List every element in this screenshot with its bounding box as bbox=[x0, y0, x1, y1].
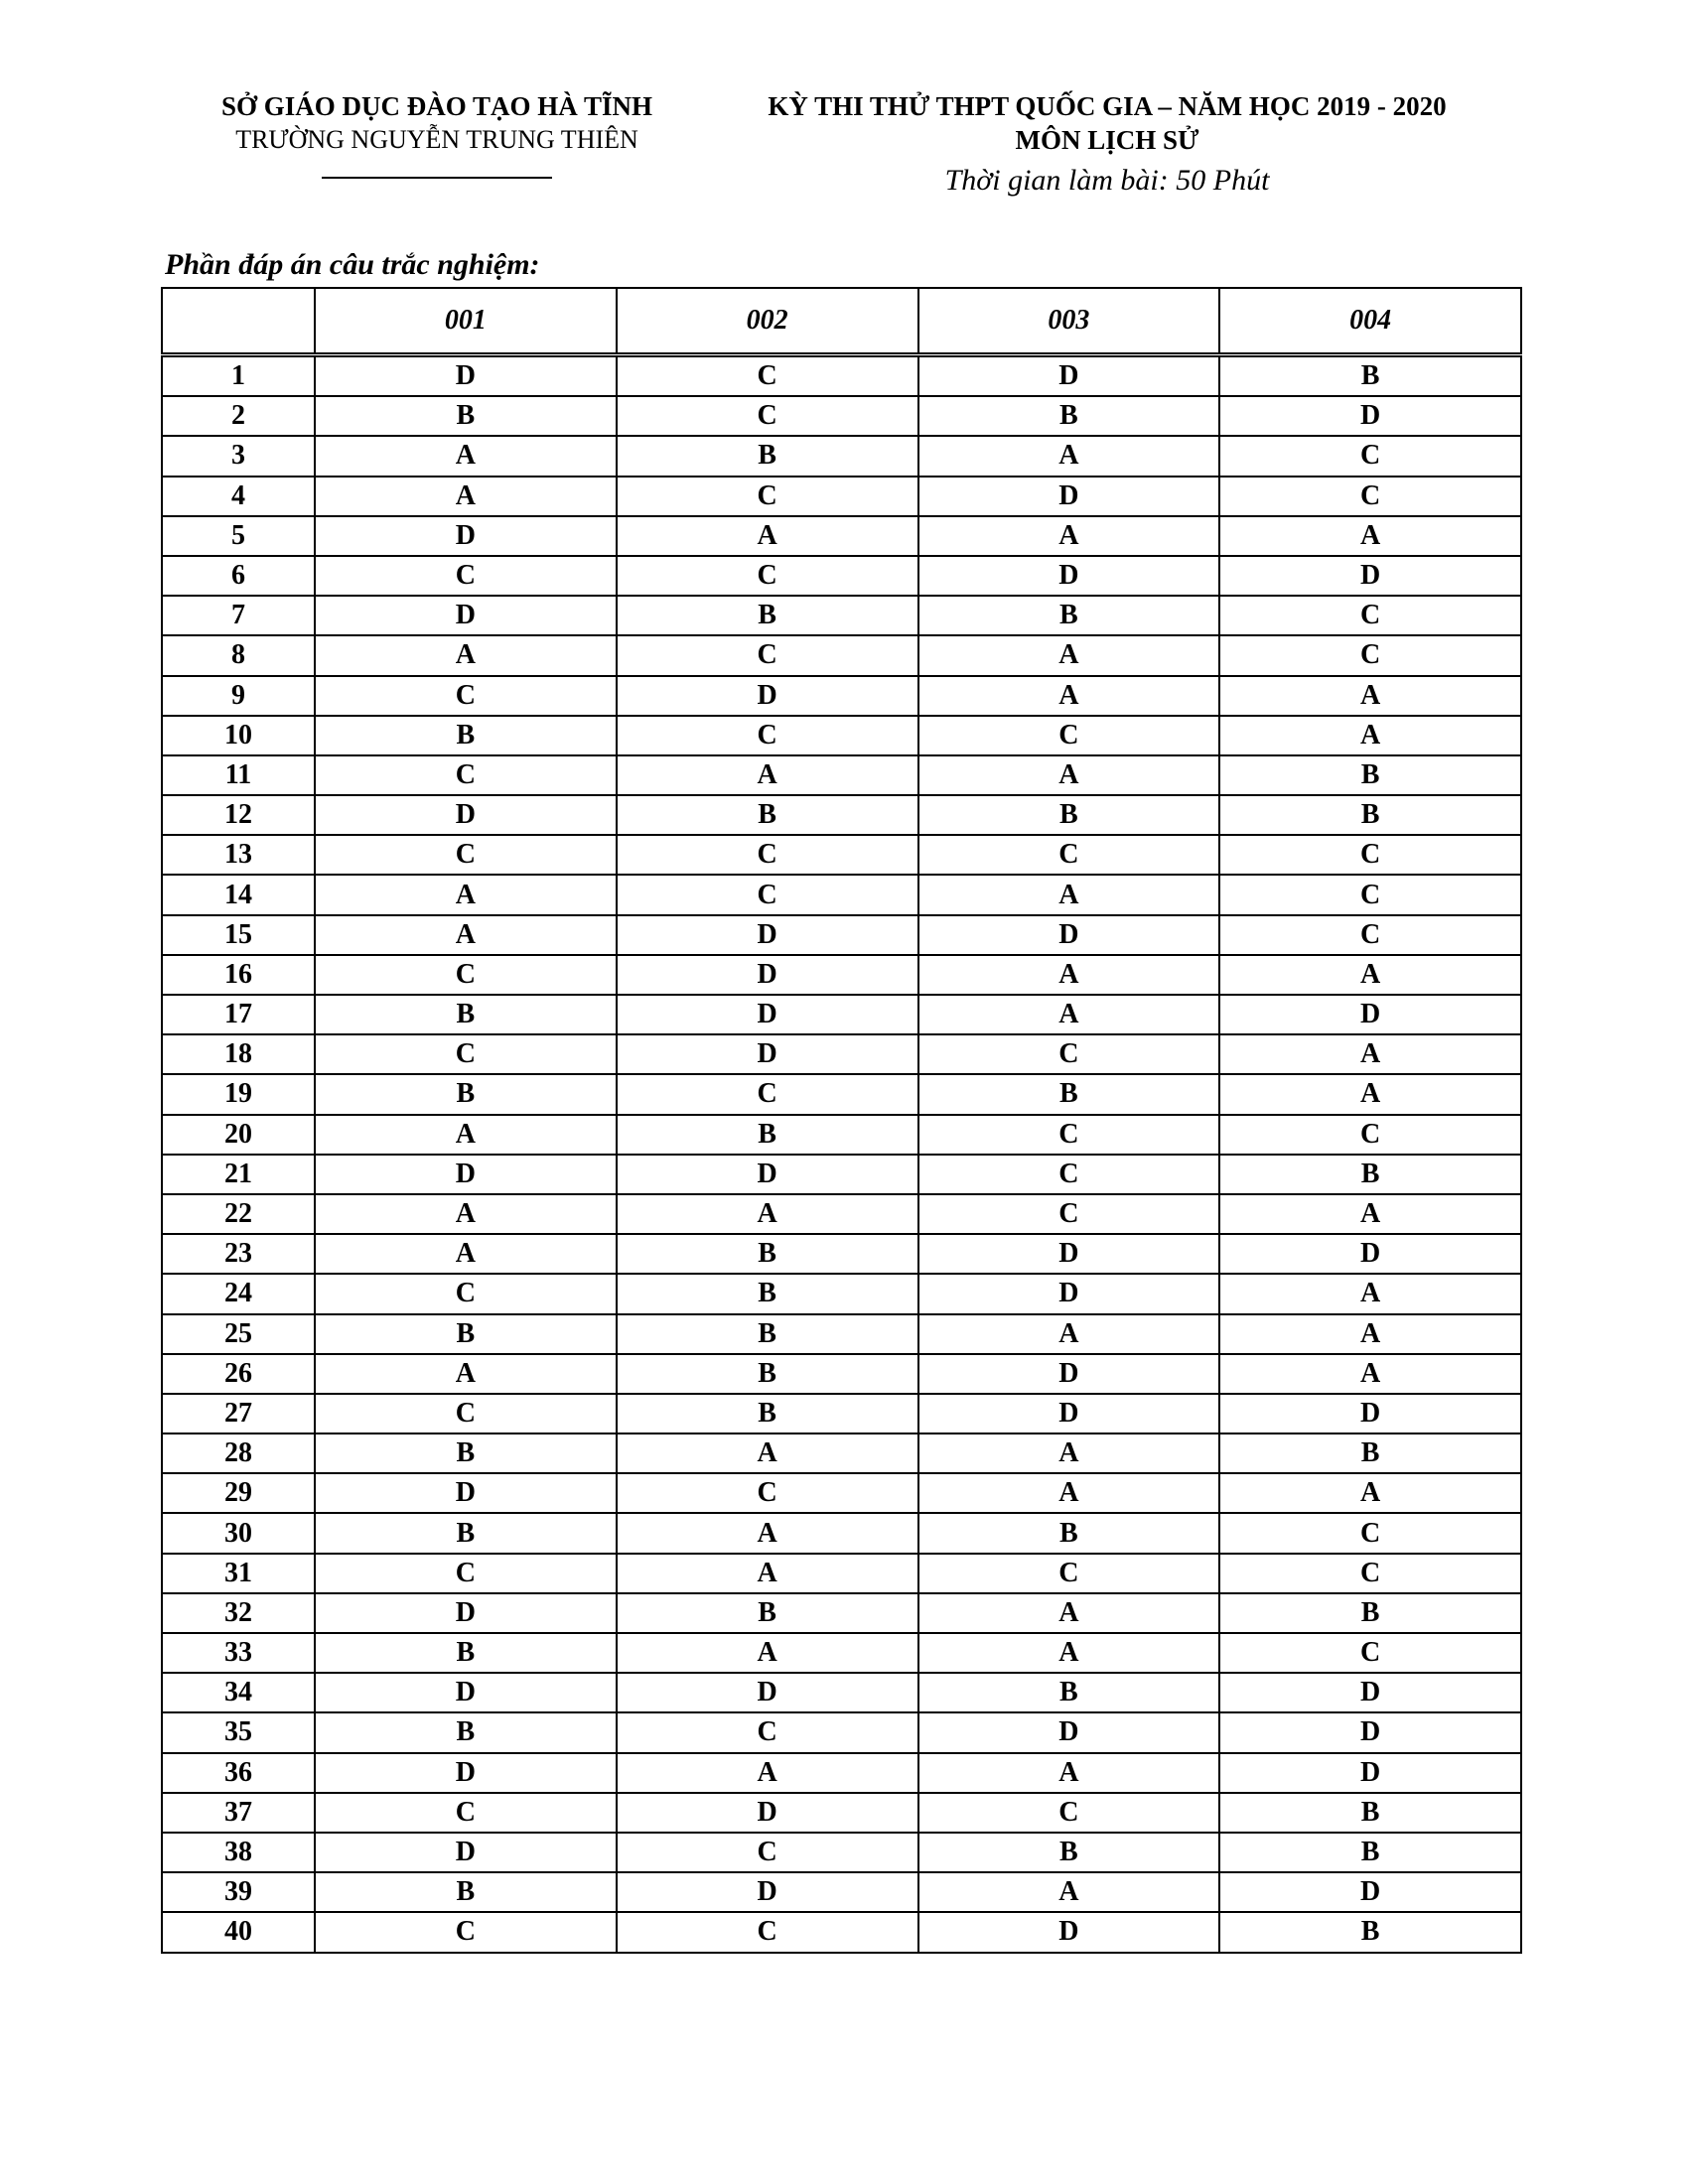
answer-cell: A bbox=[617, 1433, 918, 1473]
answer-cell: A bbox=[315, 1115, 617, 1155]
answer-cell: C bbox=[1219, 635, 1521, 675]
answer-cell: B bbox=[1219, 1155, 1521, 1194]
answer-cell: C bbox=[315, 755, 617, 795]
answer-cell: B bbox=[1219, 755, 1521, 795]
subject-title: MÔN LỊCH SỬ bbox=[1015, 125, 1199, 155]
answer-cell: D bbox=[617, 995, 918, 1034]
answer-cell: B bbox=[1219, 1433, 1521, 1473]
answer-cell: C bbox=[617, 1074, 918, 1114]
answer-cell: A bbox=[1219, 1354, 1521, 1394]
answer-cell: A bbox=[918, 1633, 1220, 1673]
answer-cell: C bbox=[1219, 1513, 1521, 1553]
answer-cell: A bbox=[1219, 955, 1521, 995]
question-number: 37 bbox=[162, 1793, 315, 1833]
answer-cell: D bbox=[918, 1274, 1220, 1313]
answer-cell: D bbox=[617, 1673, 918, 1712]
answer-cell: C bbox=[918, 1034, 1220, 1074]
answer-cell: B bbox=[617, 1394, 918, 1433]
table-row bbox=[162, 1314, 1521, 1354]
answer-cell: D bbox=[617, 915, 918, 955]
answer-cell: D bbox=[1219, 995, 1521, 1034]
question-number: 40 bbox=[162, 1912, 315, 1952]
answer-cell: B bbox=[617, 1593, 918, 1633]
answer-cell: D bbox=[315, 1833, 617, 1872]
answer-cell: A bbox=[1219, 716, 1521, 755]
question-number: 21 bbox=[162, 1155, 315, 1194]
question-number: 19 bbox=[162, 1074, 315, 1114]
table-row bbox=[162, 1793, 1521, 1833]
answer-cell: B bbox=[315, 1872, 617, 1912]
answer-cell: A bbox=[315, 915, 617, 955]
answer-cell: C bbox=[1219, 477, 1521, 516]
answer-cell: C bbox=[617, 355, 918, 397]
answer-cell: B bbox=[617, 795, 918, 835]
answer-cell: B bbox=[617, 1274, 918, 1313]
answer-cell: D bbox=[617, 1155, 918, 1194]
question-number: 22 bbox=[162, 1194, 315, 1234]
question-number: 2 bbox=[162, 396, 315, 436]
table-row bbox=[162, 1633, 1521, 1673]
table-row bbox=[162, 1074, 1521, 1114]
table-row bbox=[162, 1513, 1521, 1553]
answer-cell: D bbox=[315, 1593, 617, 1633]
answer-cell: C bbox=[617, 875, 918, 914]
answer-cell: B bbox=[918, 795, 1220, 835]
answer-cell: A bbox=[1219, 1034, 1521, 1074]
answer-cell: A bbox=[315, 875, 617, 914]
answer-cell: A bbox=[1219, 1473, 1521, 1513]
answer-cell: D bbox=[1219, 1753, 1521, 1793]
answer-cell: C bbox=[617, 635, 918, 675]
answer-cell: D bbox=[315, 516, 617, 556]
answer-cell: A bbox=[617, 1753, 918, 1793]
answer-cell: B bbox=[1219, 1793, 1521, 1833]
answer-cell: C bbox=[1219, 596, 1521, 635]
exam-code-header: 001 bbox=[315, 288, 617, 355]
answer-cell: C bbox=[315, 1034, 617, 1074]
answer-cell: B bbox=[918, 1513, 1220, 1553]
answer-cell: B bbox=[1219, 355, 1521, 397]
exam-title: KỲ THI THỬ THPT QUỐC GIA – NĂM HỌC 2019 - 2020 bbox=[768, 91, 1447, 121]
answer-cell: D bbox=[918, 477, 1220, 516]
answer-cell: D bbox=[1219, 1673, 1521, 1712]
table-row bbox=[162, 477, 1521, 516]
table-row bbox=[162, 1194, 1521, 1234]
answer-cell: C bbox=[1219, 436, 1521, 476]
answer-cell: A bbox=[918, 635, 1220, 675]
answer-cell: D bbox=[315, 596, 617, 635]
answer-cell: B bbox=[918, 1833, 1220, 1872]
answer-cell: C bbox=[918, 835, 1220, 875]
exam-code-header: 004 bbox=[1219, 288, 1521, 355]
answer-cell: B bbox=[617, 1314, 918, 1354]
table-row bbox=[162, 1354, 1521, 1394]
answer-cell: A bbox=[918, 1593, 1220, 1633]
answer-cell: A bbox=[315, 635, 617, 675]
table-row bbox=[162, 1155, 1521, 1194]
table-row bbox=[162, 1115, 1521, 1155]
table-row bbox=[162, 436, 1521, 476]
answer-cell: C bbox=[918, 1155, 1220, 1194]
answer-cell: A bbox=[918, 1314, 1220, 1354]
question-number: 18 bbox=[162, 1034, 315, 1074]
table-row bbox=[162, 1274, 1521, 1313]
answer-cell: D bbox=[315, 355, 617, 397]
answer-cell: B bbox=[315, 1314, 617, 1354]
answer-cell: C bbox=[1219, 1633, 1521, 1673]
question-number: 1 bbox=[162, 355, 315, 397]
question-number: 31 bbox=[162, 1554, 315, 1593]
answer-cell: B bbox=[315, 1513, 617, 1553]
answer-cell: D bbox=[315, 1753, 617, 1793]
answer-cell: C bbox=[918, 716, 1220, 755]
answer-cell: A bbox=[617, 1633, 918, 1673]
answer-cell: D bbox=[315, 1155, 617, 1194]
answer-cell: C bbox=[617, 835, 918, 875]
answer-cell: D bbox=[315, 1473, 617, 1513]
table-row bbox=[162, 516, 1521, 556]
answer-cell: D bbox=[617, 1872, 918, 1912]
answer-cell: C bbox=[315, 835, 617, 875]
answer-cell: A bbox=[918, 1872, 1220, 1912]
table-header-row bbox=[162, 288, 1521, 355]
answer-cell: C bbox=[1219, 875, 1521, 914]
question-number: 29 bbox=[162, 1473, 315, 1513]
answer-cell: D bbox=[617, 955, 918, 995]
question-number: 35 bbox=[162, 1712, 315, 1752]
answer-cell: D bbox=[617, 1793, 918, 1833]
answer-cell: C bbox=[617, 1833, 918, 1872]
answer-cell: D bbox=[1219, 1712, 1521, 1752]
table-row bbox=[162, 1912, 1521, 1952]
question-number: 4 bbox=[162, 477, 315, 516]
answer-cell: A bbox=[918, 755, 1220, 795]
table-row bbox=[162, 835, 1521, 875]
answer-cell: D bbox=[1219, 1394, 1521, 1433]
answer-cell: C bbox=[315, 1912, 617, 1952]
answer-cell: C bbox=[315, 1394, 617, 1433]
question-number: 20 bbox=[162, 1115, 315, 1155]
question-number: 38 bbox=[162, 1833, 315, 1872]
section-title: Phần đáp án câu trắc nghiệm: bbox=[165, 248, 540, 281]
question-number: 10 bbox=[162, 716, 315, 755]
answer-cell: B bbox=[1219, 1833, 1521, 1872]
answer-cell: A bbox=[918, 995, 1220, 1034]
table-row bbox=[162, 396, 1521, 436]
answer-cell: A bbox=[617, 1554, 918, 1593]
question-number: 16 bbox=[162, 955, 315, 995]
answer-cell: C bbox=[617, 477, 918, 516]
answer-cell: C bbox=[315, 1554, 617, 1593]
answer-cell: A bbox=[315, 1234, 617, 1274]
answer-cell: B bbox=[617, 436, 918, 476]
answer-cell: D bbox=[617, 1034, 918, 1074]
answer-rows bbox=[162, 355, 1521, 1953]
table-row bbox=[162, 1753, 1521, 1793]
table-row bbox=[162, 1712, 1521, 1752]
answer-cell: C bbox=[315, 1793, 617, 1833]
table-row bbox=[162, 635, 1521, 675]
answer-cell: C bbox=[315, 676, 617, 716]
answer-cell: D bbox=[918, 1354, 1220, 1394]
question-number: 12 bbox=[162, 795, 315, 835]
answer-cell: D bbox=[1219, 1872, 1521, 1912]
question-number: 39 bbox=[162, 1872, 315, 1912]
answer-cell: C bbox=[617, 1712, 918, 1752]
answer-cell: A bbox=[918, 875, 1220, 914]
question-number: 34 bbox=[162, 1673, 315, 1712]
exam-code-header: 003 bbox=[918, 288, 1220, 355]
answer-cell: A bbox=[918, 516, 1220, 556]
exam-code-header: 002 bbox=[617, 288, 918, 355]
question-number: 36 bbox=[162, 1753, 315, 1793]
question-number: 11 bbox=[162, 755, 315, 795]
table-row bbox=[162, 676, 1521, 716]
answer-cell: B bbox=[315, 396, 617, 436]
answer-cell: A bbox=[315, 1194, 617, 1234]
department-name: SỞ GIÁO DỤC ĐÀO TẠO HÀ TĨNH bbox=[220, 91, 653, 121]
answer-cell: A bbox=[918, 436, 1220, 476]
question-number: 15 bbox=[162, 915, 315, 955]
table-row bbox=[162, 1473, 1521, 1513]
question-number: 24 bbox=[162, 1274, 315, 1313]
answer-cell: A bbox=[315, 1354, 617, 1394]
table-row bbox=[162, 915, 1521, 955]
table-row bbox=[162, 1593, 1521, 1633]
answer-cell: D bbox=[1219, 1234, 1521, 1274]
answer-cell: A bbox=[1219, 1274, 1521, 1313]
answer-cell: D bbox=[918, 1234, 1220, 1274]
answer-cell: A bbox=[918, 1433, 1220, 1473]
answer-cell: A bbox=[617, 755, 918, 795]
answer-cell: D bbox=[918, 915, 1220, 955]
answer-cell: D bbox=[918, 355, 1220, 397]
answer-cell: B bbox=[1219, 1593, 1521, 1633]
question-number: 13 bbox=[162, 835, 315, 875]
question-number: 5 bbox=[162, 516, 315, 556]
question-number: 23 bbox=[162, 1234, 315, 1274]
answer-cell: C bbox=[918, 1793, 1220, 1833]
answer-cell: B bbox=[315, 1433, 617, 1473]
answer-cell: A bbox=[918, 676, 1220, 716]
question-number: 17 bbox=[162, 995, 315, 1034]
question-number: 7 bbox=[162, 596, 315, 635]
question-number: 30 bbox=[162, 1513, 315, 1553]
answer-cell: C bbox=[315, 1274, 617, 1313]
answer-cell: A bbox=[1219, 1314, 1521, 1354]
answer-cell: B bbox=[918, 396, 1220, 436]
question-number: 3 bbox=[162, 436, 315, 476]
answer-cell: C bbox=[315, 955, 617, 995]
answer-key-table bbox=[161, 287, 1522, 1954]
answer-cell: A bbox=[315, 477, 617, 516]
answer-cell: A bbox=[1219, 516, 1521, 556]
answer-cell: B bbox=[918, 1673, 1220, 1712]
answer-cell: D bbox=[918, 1912, 1220, 1952]
answer-cell: B bbox=[315, 1074, 617, 1114]
table-row bbox=[162, 1394, 1521, 1433]
answer-cell: D bbox=[617, 676, 918, 716]
answer-cell: C bbox=[1219, 835, 1521, 875]
table-row bbox=[162, 1234, 1521, 1274]
table-row bbox=[162, 755, 1521, 795]
answer-cell: C bbox=[918, 1194, 1220, 1234]
question-number: 14 bbox=[162, 875, 315, 914]
answer-cell: A bbox=[918, 955, 1220, 995]
answer-cell: A bbox=[617, 1513, 918, 1553]
answer-cell: D bbox=[918, 1394, 1220, 1433]
exam-duration: Thời gian làm bài: 50 Phút bbox=[944, 164, 1270, 197]
answer-cell: B bbox=[617, 1115, 918, 1155]
table-row bbox=[162, 1034, 1521, 1074]
table-row bbox=[162, 556, 1521, 596]
answer-cell: C bbox=[617, 1473, 918, 1513]
table-row bbox=[162, 1872, 1521, 1912]
answer-cell: B bbox=[918, 1074, 1220, 1114]
answer-cell: A bbox=[315, 436, 617, 476]
answer-cell: C bbox=[617, 716, 918, 755]
answer-cell: B bbox=[617, 596, 918, 635]
table-row bbox=[162, 795, 1521, 835]
answer-cell: C bbox=[617, 1912, 918, 1952]
answer-cell: B bbox=[918, 596, 1220, 635]
answer-cell: B bbox=[617, 1234, 918, 1274]
table-row bbox=[162, 1673, 1521, 1712]
header-left bbox=[159, 89, 715, 179]
question-number: 25 bbox=[162, 1314, 315, 1354]
answer-cell: D bbox=[918, 556, 1220, 596]
answer-cell: B bbox=[315, 1633, 617, 1673]
question-number: 9 bbox=[162, 676, 315, 716]
answer-cell: B bbox=[315, 1712, 617, 1752]
question-number: 6 bbox=[162, 556, 315, 596]
answer-cell: B bbox=[1219, 1912, 1521, 1952]
answer-cell: A bbox=[918, 1473, 1220, 1513]
answer-cell: C bbox=[1219, 1554, 1521, 1593]
answer-cell: D bbox=[315, 1673, 617, 1712]
question-number: 26 bbox=[162, 1354, 315, 1394]
answer-cell: D bbox=[315, 795, 617, 835]
answer-cell: B bbox=[315, 995, 617, 1034]
table-row bbox=[162, 1433, 1521, 1473]
question-number: 28 bbox=[162, 1433, 315, 1473]
question-number: 8 bbox=[162, 635, 315, 675]
answer-cell: A bbox=[1219, 1194, 1521, 1234]
answer-cell: A bbox=[617, 1194, 918, 1234]
question-number: 32 bbox=[162, 1593, 315, 1633]
answer-cell: C bbox=[918, 1554, 1220, 1593]
answer-cell: A bbox=[918, 1753, 1220, 1793]
answer-cell: A bbox=[1219, 676, 1521, 716]
answer-cell: C bbox=[1219, 915, 1521, 955]
question-number: 33 bbox=[162, 1633, 315, 1673]
school-name: TRƯỜNG NGUYỄN TRUNG THIÊN bbox=[235, 125, 638, 154]
answer-cell: C bbox=[918, 1115, 1220, 1155]
table-row bbox=[162, 596, 1521, 635]
answer-cell: D bbox=[918, 1712, 1220, 1752]
table-row bbox=[162, 1554, 1521, 1593]
answer-cell: D bbox=[1219, 556, 1521, 596]
question-number-header bbox=[162, 288, 315, 355]
table-row bbox=[162, 355, 1521, 397]
answer-cell: B bbox=[617, 1354, 918, 1394]
table-row bbox=[162, 875, 1521, 914]
answer-cell: C bbox=[315, 556, 617, 596]
answer-cell: C bbox=[1219, 1115, 1521, 1155]
answer-cell: C bbox=[617, 556, 918, 596]
answer-cell: A bbox=[1219, 1074, 1521, 1114]
answer-cell: C bbox=[617, 396, 918, 436]
school-underline bbox=[322, 177, 552, 179]
answer-cell: A bbox=[617, 516, 918, 556]
answer-cell: D bbox=[1219, 396, 1521, 436]
answer-cell: B bbox=[315, 716, 617, 755]
table-row bbox=[162, 716, 1521, 755]
table-row bbox=[162, 995, 1521, 1034]
header-right bbox=[715, 89, 1499, 201]
question-number: 27 bbox=[162, 1394, 315, 1433]
table-row bbox=[162, 955, 1521, 995]
answer-cell: B bbox=[1219, 795, 1521, 835]
table-row bbox=[162, 1833, 1521, 1872]
